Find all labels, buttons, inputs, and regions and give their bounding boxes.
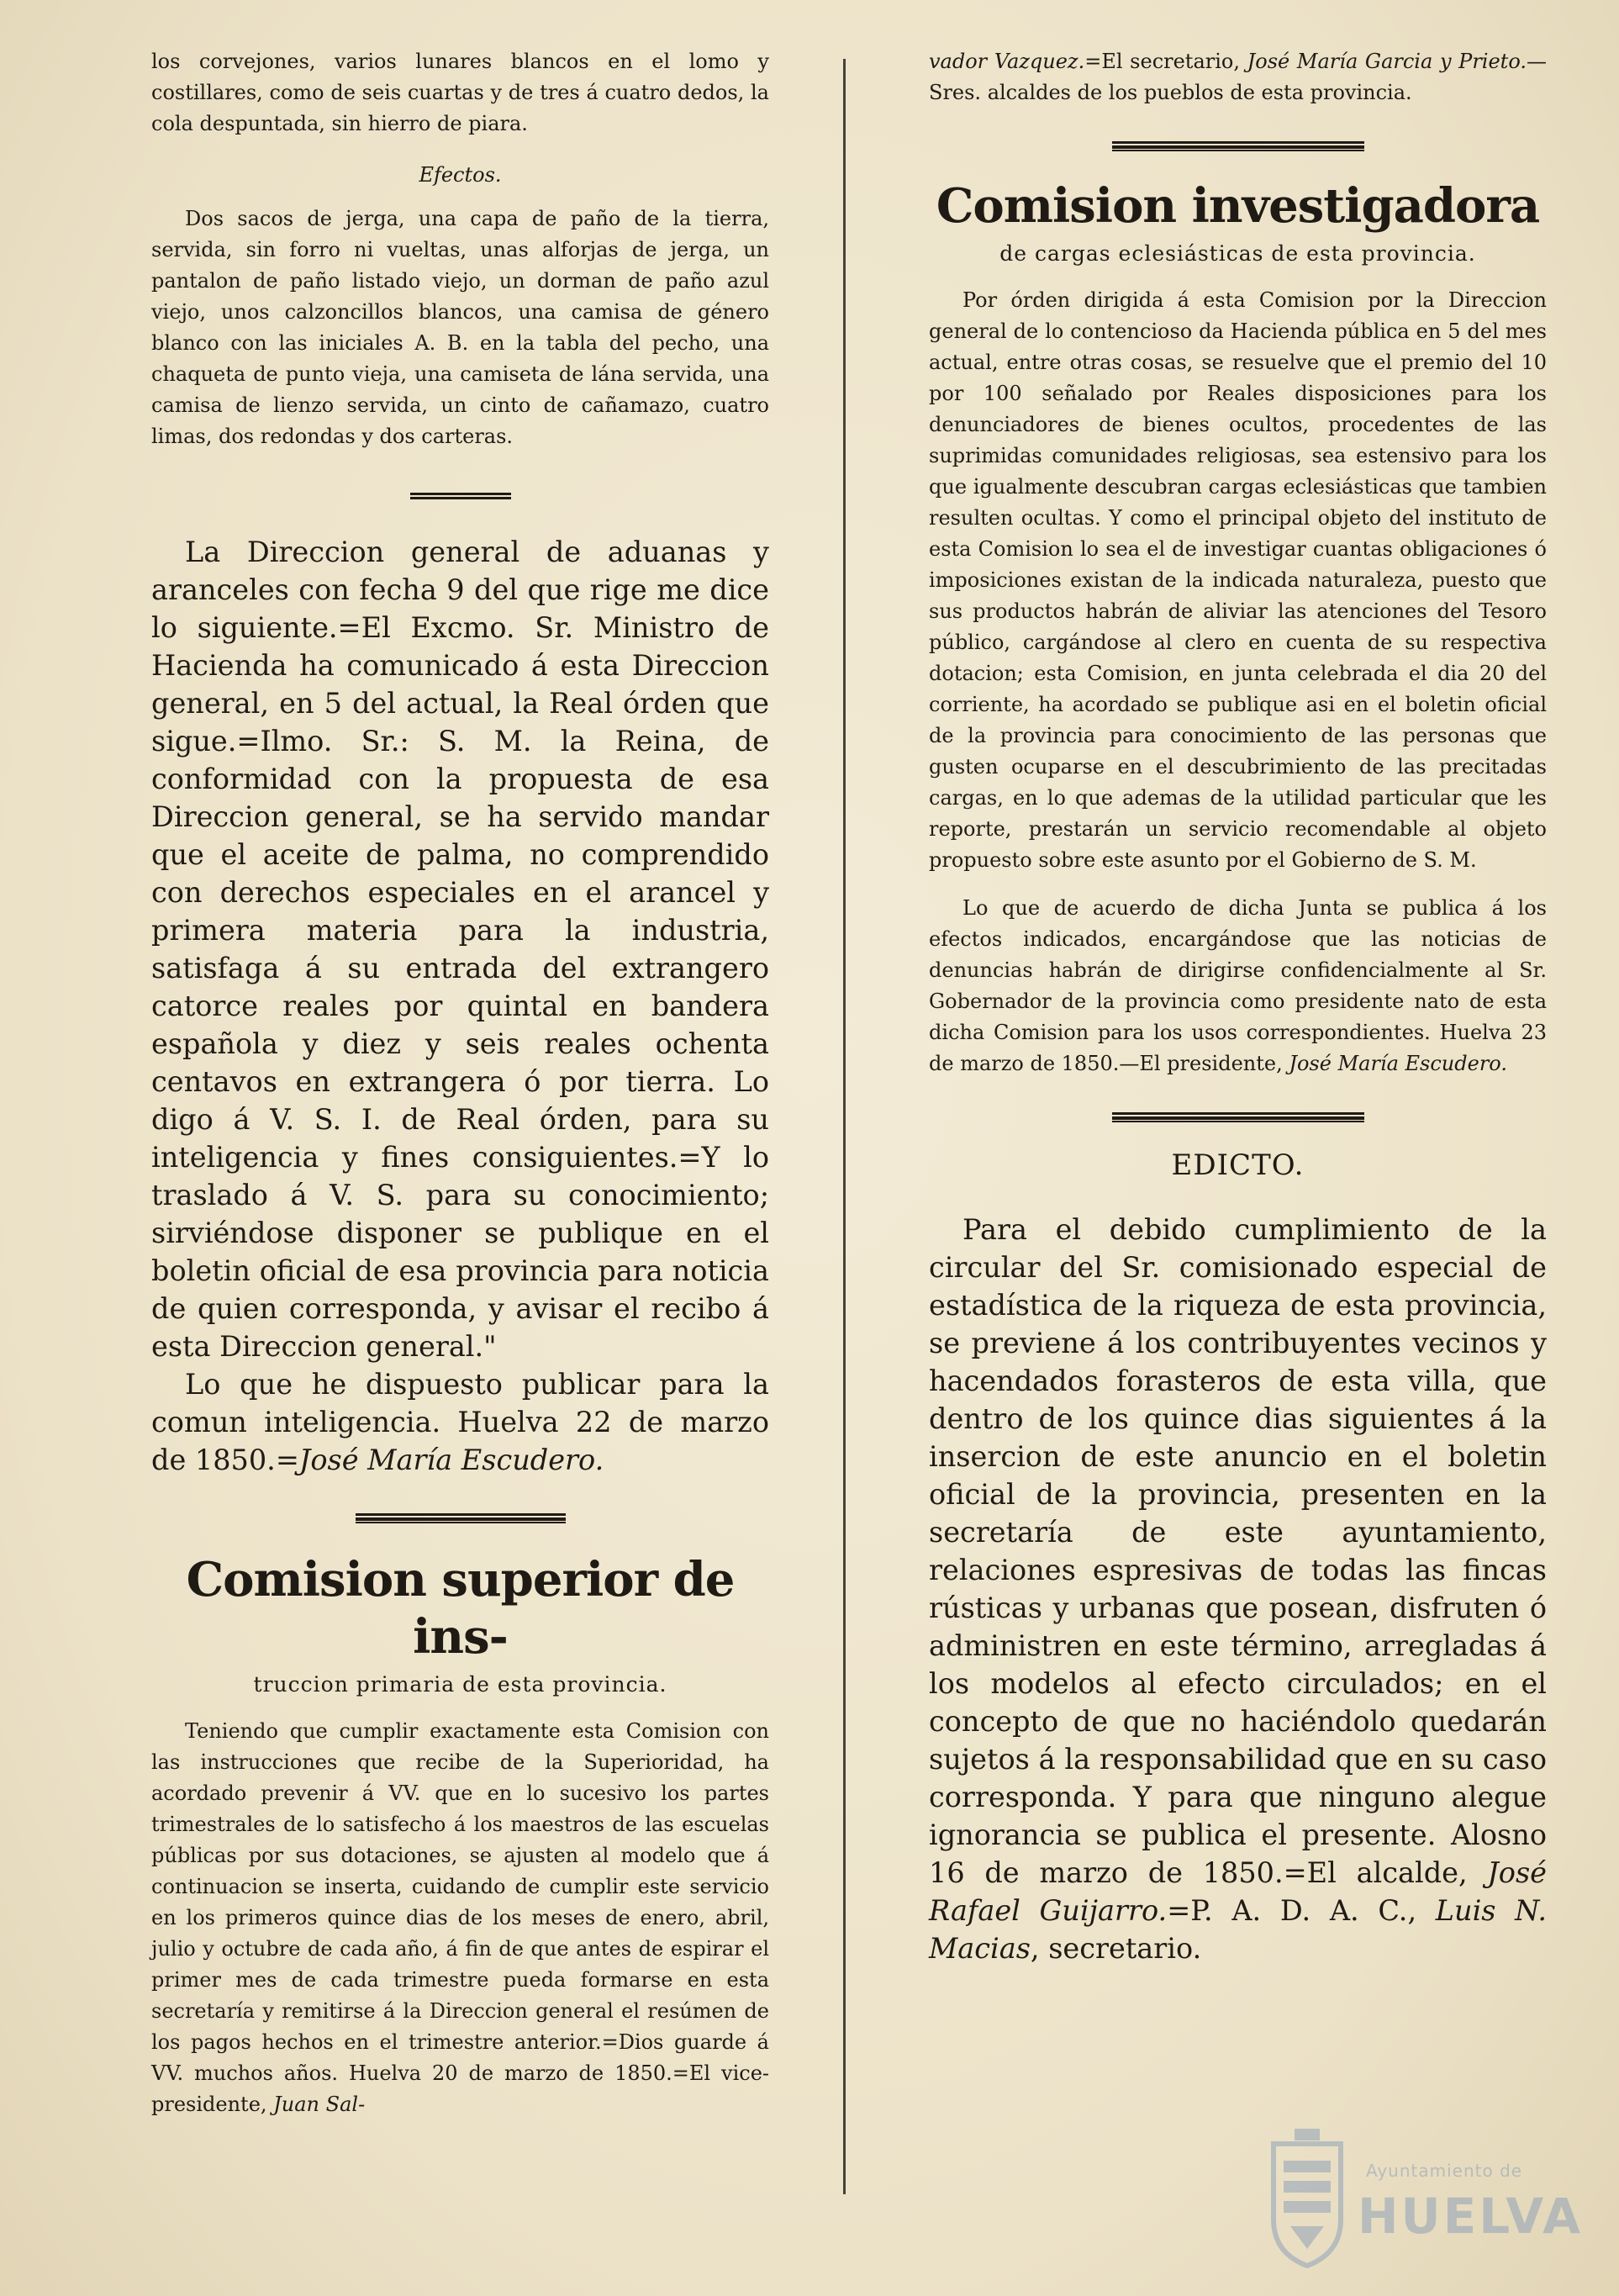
continued-text-2: —Sres. alcaldes de los pueblos de esta provincia. — [929, 50, 1547, 104]
edicto-signature-secretario: Luis N. Macias — [929, 1894, 1547, 1965]
subheading-comision: de cargas eclesiásticas de esta provincia. — [999, 241, 1476, 266]
ayuntamiento-watermark — [1265, 2127, 1584, 2278]
comision-notice: Por órden dirigida á esta Comision por la Direccion general de lo contencioso da Hacienda pública en 5 del mes actual, entre otras cosas, se resuelve que el premio del 10 por 100 señalado por Reales disposiciones para los denunciadores de bienes ocultos, procedentes de las suprimidas comunidades religiosas, sea estensivo para los que igualmente descubran cargas eclesiásticas que tambien resulten ocultas. Y como el principal objeto del instituto de esta Comision lo sea el de investigar cuantas obligaciones ó imposiciones existan de la indicada naturaleza, puesto que sus productos habrán de aliviar las atenciones del Tesoro público, cargándose al clero en cuenta de su respectiva dotacion; esta Comision, en junta celebrada el dia 20 del corriente, ha acordado se publique asi en el boletin oficial de la provincia para conocimiento de las personas que gusten ocuparse en el descubrimiento de las precitadas cargas, en lo que ademas de la utilidad particular que les reporte, prestarán un servicio recomendable al objeto propuesto sobre este asunto por el Gobierno de S. M. — [929, 288, 1547, 872]
livestock-description: los corvejones, varios lunares blancos en el lomo y costillares, como de seis cuartas y de tres á cuatro dedos, la cola despuntada, sin hierro de piara. — [151, 50, 769, 135]
efectos-list: Dos sacos de jerga, una capa de paño de la tierra, servida, sin forro ni vueltas, unas alforjas de jerga, un pantalon de paño listado viejo, un dorman de paño azul viejo, unos calzoncillos blancos, una camisa de género blanco con las iniciales A. B. en la tabla del pecho, una chaqueta de punto vieja, una camiseta de lána servida, una camisa de lienzo servida, un cinto de cañamazo, cuatro limas, dos redondas y dos carteras. — [151, 207, 769, 448]
left-column — [151, 46, 769, 2120]
instruccion-notice — [151, 1716, 769, 2120]
column-divider — [843, 59, 846, 2194]
aduanas-publish-note — [151, 1365, 769, 1479]
continued-signature-1: vador Vazquez. — [929, 50, 1085, 73]
section-separator — [151, 1512, 769, 1524]
continued-signature-block — [929, 46, 1547, 108]
continued-text-1: =El secretario, — [1084, 50, 1247, 73]
edicto-notice — [929, 1211, 1547, 1967]
city-shield-icon — [1265, 2127, 1349, 2270]
edicto-end-text: , secretario. — [1030, 1932, 1202, 1965]
comision-followup — [929, 893, 1547, 1079]
section-separator — [151, 491, 769, 501]
comision-followup-text: Lo que de acuerdo de dicha Junta se publica á los efectos indicados, encargándose que las noticias de denuncias habrán de dirigirse confidencialmente al Sr. Gobernador de la provincia como presidente nato de esta dicha Comision para los usos correspondientes. Huelva 23 de marzo de 1850.—El presidente, — [929, 896, 1547, 1075]
edicto-signature-alcalde: José Rafael Guijarro. — [929, 1856, 1547, 1927]
edicto-mid-text: =P. A. D. A. C., — [1167, 1894, 1436, 1927]
right-column — [929, 46, 1547, 1967]
watermark-small-text: Ayuntamiento de — [1366, 2161, 1523, 2181]
heading-instruccion: Comision superior de ins- — [186, 1552, 735, 1665]
instruccion-signature: Juan Sal- — [273, 2093, 366, 2116]
continued-signature-2: José María Garcia y Prieto. — [1247, 50, 1527, 73]
publish-note-text: Lo que he dispuesto publicar para la comun inteligencia. Huelva 22 de marzo de 1850.= — [151, 1368, 769, 1476]
aduanas-notice: La Direccion general de aduanas y aranceles con fecha 9 del que rige me dice lo siguiente.=El Excmo. Sr. Ministro de Hacienda ha comunicado á esta Direccion general, en 5 del actual, la Real órden que sigue.=Ilmo. Sr.: S. M. la Reina, de conformidad con la propuesta de esa Direccion general, se ha servido mandar que el aceite de palma, no comprendido con derechos especiales en el arancel y primera materia para la industria, satisfaga á su entrada del extrangero catorce reales por quintal en bandera española y diez y seis reales ochenta centavos en extrangera ó por tierra. Lo digo á V. S. I. de Real órden, para su inteligencia y fines consiguientes.=Y lo traslado á V. S. para su conocimiento; sirviéndose disponer se publique en el boletin oficial de esa provincia para noticia de quien corresponda, y avisar el recibo á esta Direccion general." — [151, 536, 769, 1363]
section-separator — [929, 140, 1547, 152]
comision-followup-signature: José María Escudero. — [1289, 1052, 1507, 1075]
subheading-instruccion: truccion primaria de esta provincia. — [253, 1672, 667, 1697]
heading-edicto: EDICTO. — [1171, 1148, 1305, 1182]
heading-comision: Comision investigadora — [936, 178, 1540, 234]
watermark-big-text: HUELVA — [1358, 2188, 1584, 2245]
publish-note-signature: José María Escudero. — [298, 1444, 604, 1476]
efectos-heading: Efectos. — [419, 163, 502, 187]
instruccion-text: Teniendo que cumplir exactamente esta Comision con las instrucciones que recibe de la Superioridad, ha acordado prevenir á VV. que en lo sucesivo los partes trimestrales de lo satisfecho á los maestros de las escuelas públicas por sus dotaciones, se ajusten al modelo que á continuacion se inserta, cuidando de cumplir este servicio en los primeros quince dias de los meses de enero, abril, julio y octubre de cada año, á fin de que antes de espirar el primer mes de cada trimestre pueda formarse en esta secretaría y remitirse á la Direccion general el resúmen de los pagos hechos en el trimestre anterior.=Dios guarde á VV. muchos años. Huelva 20 de marzo de 1850.=El vice-presidente, — [151, 1719, 769, 2116]
section-separator — [929, 1111, 1547, 1123]
edicto-text: Para el debido cumplimiento de la circular del Sr. comisionado especial de estadística de la riqueza de esta provincia, se previene á los contribuyentes vecinos y hacendados forasteros de esta villa, que dentro de los quince dias siguientes á la insercion de este anuncio en el boletin oficial de la provincia, presenten en la secretaría de este ayuntamiento, relaciones espresivas de todas las fincas rústicas y urbanas que posean, disfruten ó administren en este término, arregladas á los modelos al efecto circulados; en el concepto de que no haciéndolo quedarán sujetos á la responsabilidad que en su caso corresponda. Y para que ninguno alegue ignorancia se publica el presente. Alosno 16 de marzo de 1850.=El alcalde, — [929, 1213, 1547, 1889]
